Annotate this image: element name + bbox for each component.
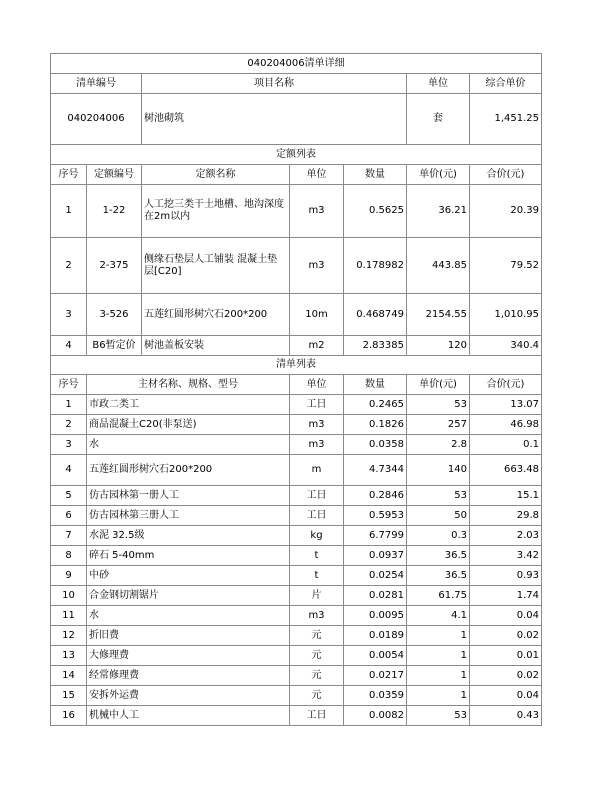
material-price-header: 单价(元) <box>407 375 470 395</box>
material-name: 商品混凝土C20(非泵送) <box>87 415 290 435</box>
material-row <box>51 546 542 566</box>
material-price: 1 <box>407 626 470 646</box>
material-unit: 片 <box>290 586 344 606</box>
material-section-title: 清单列表 <box>51 356 542 375</box>
material-header-row <box>51 375 542 395</box>
material-no: 9 <box>51 566 87 586</box>
material-price: 36.5 <box>407 546 470 566</box>
quota-unit: m3 <box>290 185 344 238</box>
bill-header-row <box>51 74 542 94</box>
material-name: 市政二类工 <box>87 395 290 415</box>
material-name: 仿古园林第一册人工 <box>87 486 290 506</box>
material-unit: kg <box>290 526 344 546</box>
material-row <box>51 506 542 526</box>
quota-name: 侧缘石垫层人工铺装 混凝土垫层[C20] <box>142 238 290 294</box>
material-total: 0.01 <box>470 646 542 666</box>
material-row <box>51 586 542 606</box>
material-unit: t <box>290 546 344 566</box>
material-unit: t <box>290 566 344 586</box>
material-total: 13.07 <box>470 395 542 415</box>
material-price: 4.1 <box>407 606 470 626</box>
material-row <box>51 686 542 706</box>
material-row <box>51 435 542 455</box>
material-total: 663.48 <box>470 455 542 486</box>
material-name: 折旧费 <box>87 626 290 646</box>
quota-qty-header: 数量 <box>344 165 407 185</box>
material-price: 53 <box>407 486 470 506</box>
quota-unit: 10m <box>290 294 344 336</box>
quota-price: 2154.55 <box>407 294 470 336</box>
material-total: 0.43 <box>470 706 542 726</box>
bill-name: 树池砌筑 <box>142 94 407 145</box>
material-unit: 元 <box>290 666 344 686</box>
material-no: 1 <box>51 395 87 415</box>
material-price: 1 <box>407 646 470 666</box>
quota-row <box>51 238 542 294</box>
quota-total: 1,010.95 <box>470 294 542 336</box>
material-price: 1 <box>407 686 470 706</box>
quota-name-header: 定额名称 <box>142 165 290 185</box>
material-unit: 元 <box>290 646 344 666</box>
material-name-header: 主材名称、规格、型号 <box>87 375 290 395</box>
material-qty: 0.0189 <box>344 626 407 646</box>
material-qty: 0.0054 <box>344 646 407 666</box>
material-no: 14 <box>51 666 87 686</box>
quota-price: 120 <box>407 336 470 356</box>
material-row <box>51 606 542 626</box>
bill-price-header: 综合单价 <box>470 74 542 94</box>
quota-no: 4 <box>51 336 87 356</box>
material-row <box>51 566 542 586</box>
material-total: 2.03 <box>470 526 542 546</box>
material-row <box>51 455 542 486</box>
bill-row <box>51 94 542 145</box>
material-no: 15 <box>51 686 87 706</box>
quota-code: 1-22 <box>87 185 142 238</box>
quota-total: 340.4 <box>470 336 542 356</box>
material-qty: 0.2465 <box>344 395 407 415</box>
bill-detail-table <box>50 53 542 726</box>
material-unit: 元 <box>290 686 344 706</box>
material-no: 16 <box>51 706 87 726</box>
quota-price-header: 单价(元) <box>407 165 470 185</box>
material-unit: m3 <box>290 606 344 626</box>
material-total: 3.42 <box>470 546 542 566</box>
material-qty: 4.7344 <box>344 455 407 486</box>
quota-qty: 0.468749 <box>344 294 407 336</box>
quota-code-header: 定额编号 <box>87 165 142 185</box>
material-row <box>51 415 542 435</box>
material-unit: m <box>290 455 344 486</box>
material-qty-header: 数量 <box>344 375 407 395</box>
quota-total: 20.39 <box>470 185 542 238</box>
material-name: 水 <box>87 435 290 455</box>
quota-section-title: 定额列表 <box>51 145 542 165</box>
quota-no: 2 <box>51 238 87 294</box>
material-unit-header: 单位 <box>290 375 344 395</box>
quota-name: 树池盖板安装 <box>142 336 290 356</box>
material-unit: 工日 <box>290 706 344 726</box>
quota-unit-header: 单位 <box>290 165 344 185</box>
material-unit: 工日 <box>290 486 344 506</box>
material-name: 碎石 5-40mm <box>87 546 290 566</box>
quota-total: 79.52 <box>470 238 542 294</box>
material-total: 0.1 <box>470 435 542 455</box>
material-price: 1 <box>407 666 470 686</box>
material-qty: 0.0359 <box>344 686 407 706</box>
quota-row <box>51 336 542 356</box>
material-qty: 6.7799 <box>344 526 407 546</box>
material-no: 13 <box>51 646 87 666</box>
material-name: 水 <box>87 606 290 626</box>
material-name: 五莲红圆形树穴石200*200 <box>87 455 290 486</box>
material-name: 仿古园林第三册人工 <box>87 506 290 526</box>
material-no: 2 <box>51 415 87 435</box>
quota-name: 五莲红圆形树穴石200*200 <box>142 294 290 336</box>
material-unit: 工日 <box>290 395 344 415</box>
material-row <box>51 486 542 506</box>
material-no: 6 <box>51 506 87 526</box>
material-unit: 元 <box>290 626 344 646</box>
quota-qty: 2.83385 <box>344 336 407 356</box>
material-qty: 0.2846 <box>344 486 407 506</box>
material-price: 50 <box>407 506 470 526</box>
material-no: 5 <box>51 486 87 506</box>
material-name: 大修理费 <box>87 646 290 666</box>
material-qty: 0.0358 <box>344 435 407 455</box>
material-price: 140 <box>407 455 470 486</box>
material-price: 36.5 <box>407 566 470 586</box>
material-name: 安拆外运费 <box>87 686 290 706</box>
material-qty: 0.0254 <box>344 566 407 586</box>
quota-price: 443.85 <box>407 238 470 294</box>
quota-total-header: 合价(元) <box>470 165 542 185</box>
quota-name: 人工挖三类干土地槽、地沟深度在2m以内 <box>142 185 290 238</box>
material-qty: 0.0937 <box>344 546 407 566</box>
quota-price: 36.21 <box>407 185 470 238</box>
bill-name-header: 项目名称 <box>142 74 407 94</box>
material-total: 1.74 <box>470 586 542 606</box>
material-qty: 0.0217 <box>344 666 407 686</box>
material-unit: m3 <box>290 415 344 435</box>
bill-code: 040204006 <box>51 94 142 145</box>
quota-qty: 0.5625 <box>344 185 407 238</box>
material-total: 0.04 <box>470 606 542 626</box>
material-name: 机械中人工 <box>87 706 290 726</box>
material-price: 53 <box>407 706 470 726</box>
bill-price: 1,451.25 <box>470 94 542 145</box>
material-price: 257 <box>407 415 470 435</box>
material-no-header: 序号 <box>51 375 87 395</box>
material-total-header: 合价(元) <box>470 375 542 395</box>
material-qty: 0.1826 <box>344 415 407 435</box>
bill-unit-header: 单位 <box>407 74 470 94</box>
material-total: 0.04 <box>470 686 542 706</box>
material-no: 7 <box>51 526 87 546</box>
material-name: 经常修理费 <box>87 666 290 686</box>
quota-header-row <box>51 165 542 185</box>
material-no: 12 <box>51 626 87 646</box>
material-row <box>51 646 542 666</box>
quota-no-header: 序号 <box>51 165 87 185</box>
bill-unit: 套 <box>407 94 470 145</box>
material-qty: 0.0095 <box>344 606 407 626</box>
quota-unit: m3 <box>290 238 344 294</box>
material-row <box>51 395 542 415</box>
material-no: 10 <box>51 586 87 606</box>
material-no: 8 <box>51 546 87 566</box>
material-name: 水泥 32.5级 <box>87 526 290 546</box>
material-qty: 0.5953 <box>344 506 407 526</box>
material-row <box>51 526 542 546</box>
quota-no: 1 <box>51 185 87 238</box>
material-no: 3 <box>51 435 87 455</box>
material-total: 0.02 <box>470 666 542 686</box>
material-price: 61.75 <box>407 586 470 606</box>
quota-row <box>51 185 542 238</box>
table-title: 040204006清单详细 <box>51 54 542 74</box>
quota-code: 3-526 <box>87 294 142 336</box>
material-price: 0.3 <box>407 526 470 546</box>
material-unit: m3 <box>290 435 344 455</box>
material-total: 0.02 <box>470 626 542 646</box>
quota-unit: m2 <box>290 336 344 356</box>
material-qty: 0.0082 <box>344 706 407 726</box>
material-row <box>51 626 542 646</box>
quota-code: B6暂定价 <box>87 336 142 356</box>
material-unit: 工日 <box>290 506 344 526</box>
material-qty: 0.0281 <box>344 586 407 606</box>
material-name: 中砂 <box>87 566 290 586</box>
material-no: 11 <box>51 606 87 626</box>
material-total: 29.8 <box>470 506 542 526</box>
quota-no: 3 <box>51 294 87 336</box>
material-total: 46.98 <box>470 415 542 435</box>
material-price: 53 <box>407 395 470 415</box>
material-total: 15.1 <box>470 486 542 506</box>
quota-row <box>51 294 542 336</box>
material-total: 0.93 <box>470 566 542 586</box>
quota-qty: 0.178982 <box>344 238 407 294</box>
quota-code: 2-375 <box>87 238 142 294</box>
material-no: 4 <box>51 455 87 486</box>
material-name: 合金钢切割锯片 <box>87 586 290 606</box>
material-row <box>51 666 542 686</box>
bill-code-header: 清单编号 <box>51 74 142 94</box>
material-row <box>51 706 542 726</box>
material-price: 2.8 <box>407 435 470 455</box>
